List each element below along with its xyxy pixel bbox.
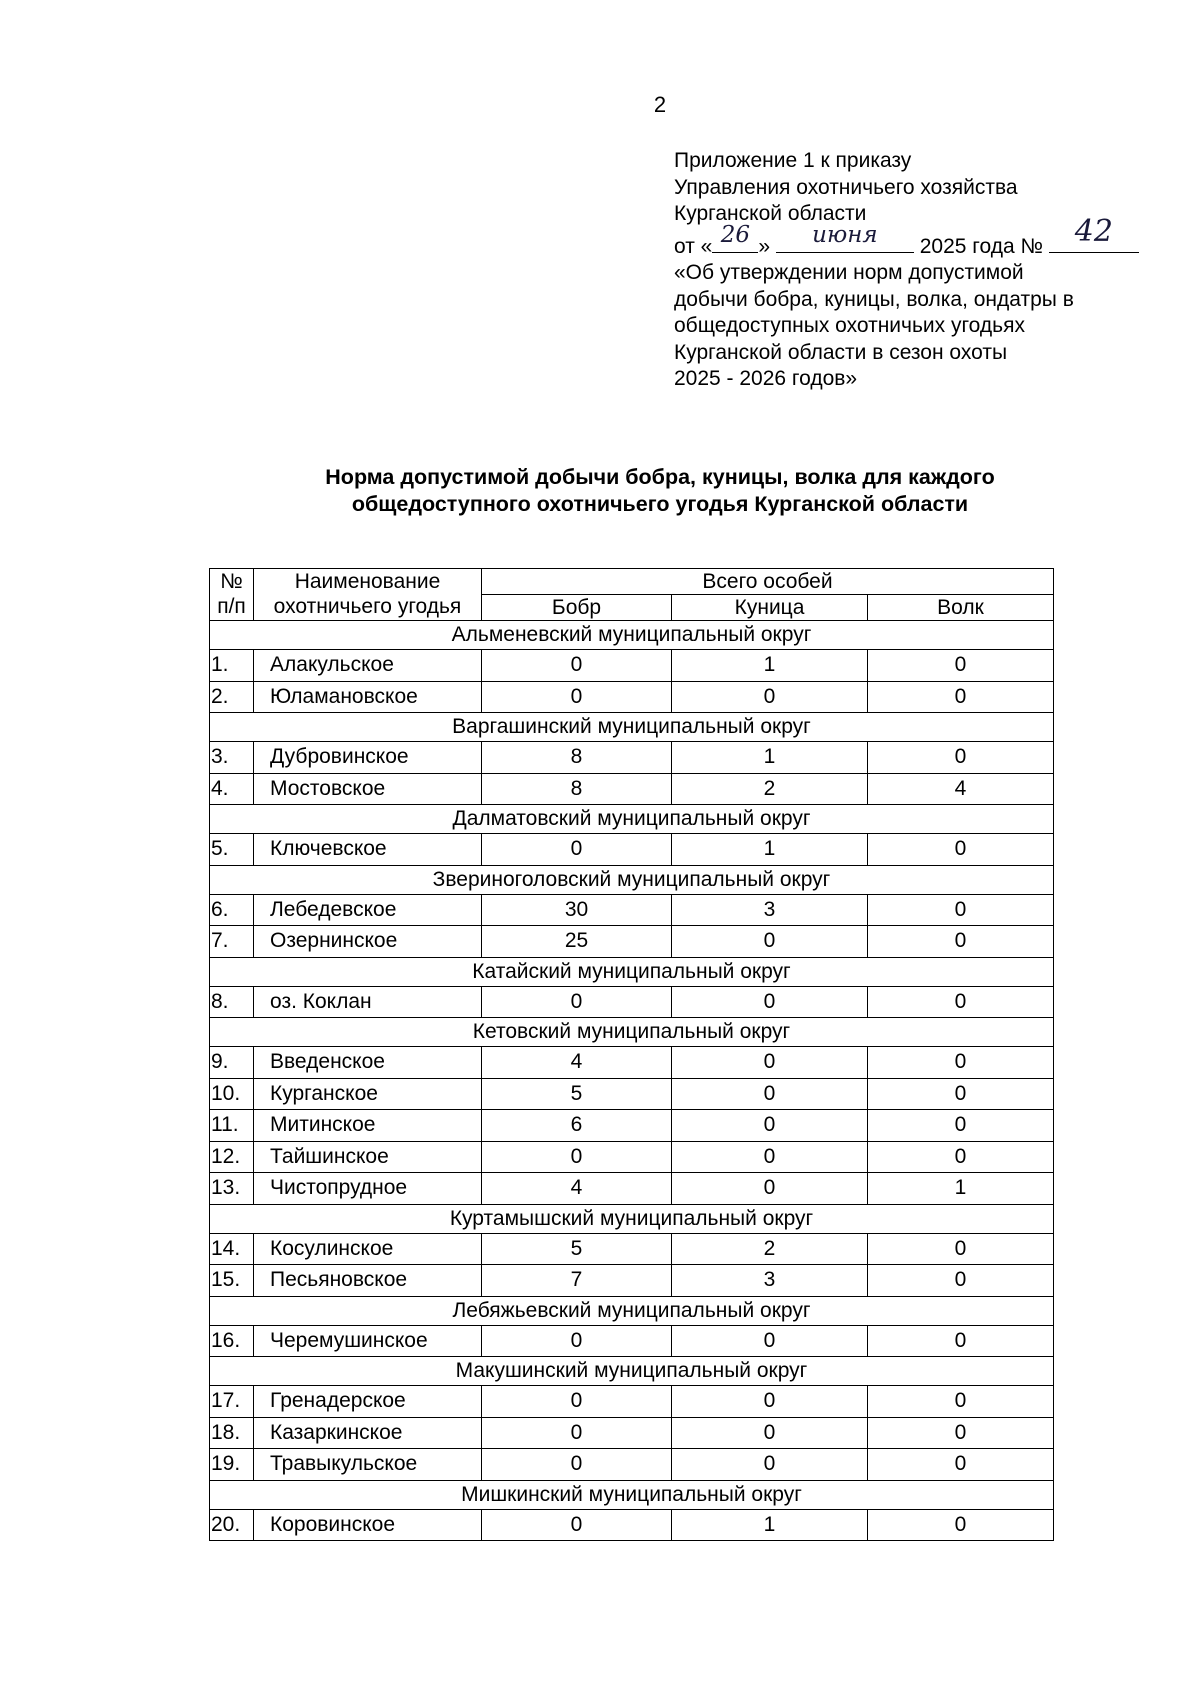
header-name-sub: охотничьего угодья: [254, 595, 482, 621]
row-number: 19.: [210, 1449, 254, 1481]
row-number: 9.: [210, 1047, 254, 1079]
row-number: 20.: [210, 1509, 254, 1541]
table-row: [210, 1110, 1054, 1142]
title-line: общедоступного охотничьего угодья Курганской области: [351, 492, 969, 516]
beaver-count: 0: [482, 1141, 672, 1173]
appendix-line: добычи бобра, куницы, волка, ондатры в: [674, 287, 1074, 311]
appendix-line: Курганской области в сезон охоты: [674, 340, 1008, 364]
wolf-count: 0: [868, 1386, 1054, 1418]
beaver-count: 8: [482, 742, 672, 774]
row-number: 5.: [210, 834, 254, 866]
beaver-count: 0: [482, 1325, 672, 1357]
beaver-count: 0: [482, 834, 672, 866]
hunting-ground-name: Коровинское: [254, 1509, 482, 1541]
district-row: [210, 1480, 1054, 1509]
wolf-count: 0: [868, 894, 1054, 926]
district-name: Лебяжьевский муниципальный округ: [210, 1296, 1054, 1325]
wolf-count: 4: [868, 773, 1054, 805]
date-mid: »: [758, 234, 771, 258]
marten-count: 0: [672, 1325, 868, 1357]
marten-count: 1: [672, 742, 868, 774]
marten-count: 3: [672, 1265, 868, 1297]
beaver-count: 6: [482, 1110, 672, 1142]
handwritten-order-number: 42: [1074, 214, 1113, 249]
header-num-sub: п/п: [210, 595, 254, 621]
wolf-count: 0: [868, 1141, 1054, 1173]
handwritten-month: июня: [812, 222, 878, 248]
row-number: 14.: [210, 1233, 254, 1265]
district-name: Кетовский муниципальный округ: [210, 1018, 1054, 1047]
table-row: [210, 1386, 1054, 1418]
table-row: [210, 1233, 1054, 1265]
table-row: [210, 1509, 1054, 1541]
hunting-ground-name: Тайшинское: [254, 1141, 482, 1173]
marten-count: 0: [672, 1173, 868, 1205]
handwritten-day-field: [712, 222, 758, 253]
wolf-count: 0: [868, 986, 1054, 1018]
table-row: [210, 1047, 1054, 1079]
hunting-ground-name: Озернинское: [254, 926, 482, 958]
header-beaver: Бобр: [482, 595, 672, 621]
handwritten-day: 26: [720, 222, 750, 248]
hunting-ground-name: Косулинское: [254, 1233, 482, 1265]
district-row: [210, 957, 1054, 986]
district-name: Варгашинский муниципальный округ: [210, 713, 1054, 742]
header-total: Всего особей: [482, 569, 1054, 595]
document-title: [230, 464, 1090, 518]
appendix-line: «Об утверждении норм допустимой: [674, 261, 1024, 284]
row-number: 13.: [210, 1173, 254, 1205]
district-row: [210, 1204, 1054, 1233]
wolf-count: 0: [868, 834, 1054, 866]
table-row: [210, 681, 1054, 713]
hunting-ground-name: Чистопрудное: [254, 1173, 482, 1205]
marten-count: 0: [672, 1078, 868, 1110]
marten-count: 0: [672, 1417, 868, 1449]
beaver-count: 4: [482, 1047, 672, 1079]
row-number: 1.: [210, 650, 254, 682]
wolf-count: 0: [868, 681, 1054, 713]
district-name: Звериноголовский муниципальный округ: [210, 865, 1054, 894]
district-row: [210, 1296, 1054, 1325]
marten-count: 1: [672, 834, 868, 866]
hunting-ground-name: Гренадерское: [254, 1386, 482, 1418]
handwritten-order-number-field: [1049, 214, 1139, 253]
marten-count: 0: [672, 986, 868, 1018]
hunting-norms-table: [209, 568, 1054, 1541]
appendix-line: Управления охотничьего хозяйства: [674, 175, 1018, 199]
table-row: [210, 1141, 1054, 1173]
wolf-count: 0: [868, 1417, 1054, 1449]
marten-count: 0: [672, 1449, 868, 1481]
marten-count: 0: [672, 1386, 868, 1418]
hunting-ground-name: Песьяновское: [254, 1265, 482, 1297]
table-row: [210, 1078, 1054, 1110]
beaver-count: 30: [482, 894, 672, 926]
district-row: [210, 805, 1054, 834]
table-row: [210, 894, 1054, 926]
marten-count: 0: [672, 681, 868, 713]
hunting-ground-name: Дубровинское: [254, 742, 482, 774]
title-line: Норма допустимой добычи бобра, куницы, волка для каждого: [325, 465, 995, 489]
date-prefix: от «: [674, 234, 713, 258]
header-wolf: Волк: [868, 595, 1054, 621]
table-row: [210, 834, 1054, 866]
beaver-count: 5: [482, 1233, 672, 1265]
row-number: 8.: [210, 986, 254, 1018]
beaver-count: 0: [482, 1417, 672, 1449]
beaver-count: 4: [482, 1173, 672, 1205]
wolf-count: 0: [868, 1509, 1054, 1541]
beaver-count: 25: [482, 926, 672, 958]
district-name: Мишкинский муниципальный округ: [210, 1480, 1054, 1509]
district-row: [210, 1357, 1054, 1386]
marten-count: 0: [672, 926, 868, 958]
header-name: Наименование: [254, 569, 482, 595]
hunting-ground-name: Лебедевское: [254, 894, 482, 926]
marten-count: 0: [672, 1047, 868, 1079]
table-row: [210, 986, 1054, 1018]
wolf-count: 0: [868, 1110, 1054, 1142]
appendix-line: Приложение 1 к приказу: [674, 149, 912, 172]
marten-count: 0: [672, 1141, 868, 1173]
district-row: [210, 713, 1054, 742]
table-row: [210, 1417, 1054, 1449]
table-row: [210, 1173, 1054, 1205]
beaver-count: 8: [482, 773, 672, 805]
district-row: [210, 865, 1054, 894]
row-number: 2.: [210, 681, 254, 713]
hunting-ground-name: Ключевское: [254, 834, 482, 866]
table-row: [210, 650, 1054, 682]
beaver-count: 7: [482, 1265, 672, 1297]
marten-count: 0: [672, 1110, 868, 1142]
district-name: Катайский муниципальный округ: [210, 957, 1054, 986]
row-number: 17.: [210, 1386, 254, 1418]
row-number: 7.: [210, 926, 254, 958]
wolf-count: 0: [868, 1449, 1054, 1481]
wolf-count: 0: [868, 1078, 1054, 1110]
appendix-line: 2025 - 2026 годов»: [674, 367, 858, 390]
beaver-count: 0: [482, 1386, 672, 1418]
marten-count: 1: [672, 1509, 868, 1541]
hunting-ground-name: Митинское: [254, 1110, 482, 1142]
beaver-count: 0: [482, 650, 672, 682]
marten-count: 2: [672, 1233, 868, 1265]
hunting-ground-name: Алакульское: [254, 650, 482, 682]
hunting-ground-name: Мостовское: [254, 773, 482, 805]
hunting-ground-name: оз. Коклан: [254, 986, 482, 1018]
handwritten-month-field: [776, 222, 914, 253]
table-row: [210, 773, 1054, 805]
district-row: [210, 1018, 1054, 1047]
marten-count: 3: [672, 894, 868, 926]
appendix-date-line: [674, 214, 1174, 261]
beaver-count: 5: [482, 1078, 672, 1110]
hunting-ground-name: Черемушинское: [254, 1325, 482, 1357]
hunting-ground-name: Введенское: [254, 1047, 482, 1079]
header-num: №: [210, 569, 254, 595]
district-name: Далматовский муниципальный округ: [210, 805, 1054, 834]
page-number: 2: [653, 92, 667, 117]
wolf-count: 0: [868, 742, 1054, 774]
appendix-line: общедоступных охотничьих угодьях: [674, 314, 1025, 337]
row-number: 6.: [210, 894, 254, 926]
wolf-count: 0: [868, 926, 1054, 958]
row-number: 4.: [210, 773, 254, 805]
hunting-ground-name: Курганское: [254, 1078, 482, 1110]
table-row: [210, 1325, 1054, 1357]
wolf-count: 0: [868, 1325, 1054, 1357]
table-row: [210, 1265, 1054, 1297]
appendix-block: [674, 148, 1174, 393]
district-name: Альменевский муниципальный округ: [210, 621, 1054, 650]
district-name: Макушинский муниципальный округ: [210, 1357, 1054, 1386]
row-number: 18.: [210, 1417, 254, 1449]
appendix-line: Курганской области: [674, 202, 867, 225]
table-body: [210, 621, 1054, 1541]
row-number: 16.: [210, 1325, 254, 1357]
beaver-count: 0: [482, 1449, 672, 1481]
district-name: Куртамышский муниципальный округ: [210, 1204, 1054, 1233]
marten-count: 2: [672, 773, 868, 805]
row-number: 3.: [210, 742, 254, 774]
hunting-ground-name: Травыкульское: [254, 1449, 482, 1481]
row-number: 10.: [210, 1078, 254, 1110]
row-number: 15.: [210, 1265, 254, 1297]
row-number: 11.: [210, 1110, 254, 1142]
hunting-ground-name: Казаркинское: [254, 1417, 482, 1449]
row-number: 12.: [210, 1141, 254, 1173]
wolf-count: 1: [868, 1173, 1054, 1205]
table-row: [210, 1449, 1054, 1481]
marten-count: 1: [672, 650, 868, 682]
beaver-count: 0: [482, 986, 672, 1018]
table-row: [210, 742, 1054, 774]
wolf-count: 0: [868, 1233, 1054, 1265]
hunting-ground-name: Юламановское: [254, 681, 482, 713]
wolf-count: 0: [868, 1265, 1054, 1297]
district-row: [210, 621, 1054, 650]
header-marten: Куница: [672, 595, 868, 621]
wolf-count: 0: [868, 1047, 1054, 1079]
table-row: [210, 926, 1054, 958]
beaver-count: 0: [482, 681, 672, 713]
beaver-count: 0: [482, 1509, 672, 1541]
date-year: 2025 года №: [919, 234, 1043, 258]
wolf-count: 0: [868, 650, 1054, 682]
